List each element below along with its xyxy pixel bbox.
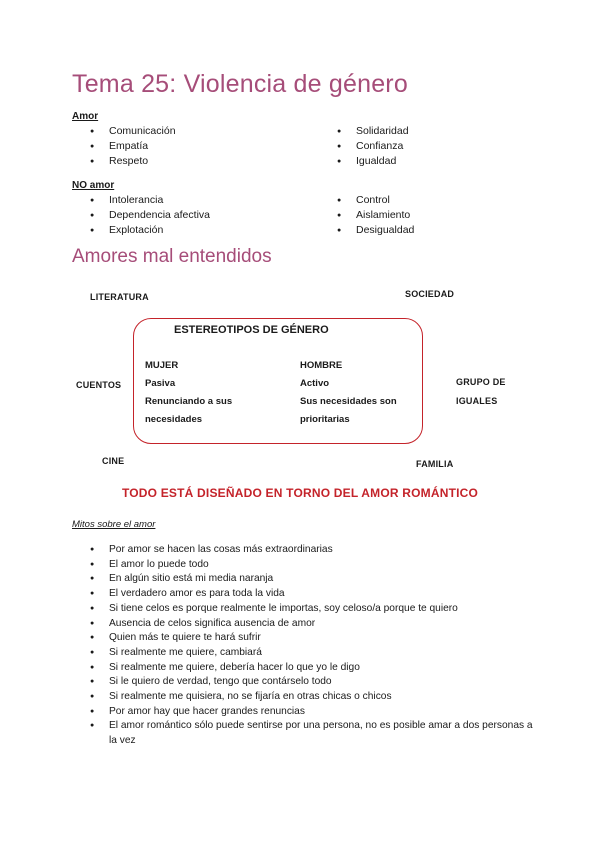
section-title: Amores mal entendidos bbox=[72, 246, 272, 267]
list-item: ● Ausencia de celos significa ausencia de amor bbox=[90, 617, 540, 632]
list-item: ● Explotación bbox=[90, 223, 210, 238]
list-item: ● Igualdad bbox=[337, 154, 409, 169]
hombre-trait: prioritarias bbox=[300, 414, 350, 425]
label-literatura: LITERATURA bbox=[90, 292, 149, 302]
list-item: ● Por amor hay que hacer grandes renuncias bbox=[90, 705, 540, 720]
list-item: ● Aislamiento bbox=[337, 208, 414, 223]
label-cuentos: CUENTOS bbox=[76, 380, 122, 390]
list-item: ● Si le quiero de verdad, tengo que contárselo todo bbox=[90, 675, 540, 690]
list-item: ● Quien más te quiere te hará sufrir bbox=[90, 631, 540, 646]
label-grupo-line2: IGUALES bbox=[456, 396, 498, 406]
page-title: Tema 25: Violencia de género bbox=[72, 70, 408, 98]
list-item: ● En algún sitio está mi media naranja bbox=[90, 572, 540, 587]
mujer-column bbox=[145, 357, 232, 429]
list-item: ● Confianza bbox=[337, 139, 409, 154]
hombre-trait: Activo bbox=[300, 378, 330, 389]
amor-list-right bbox=[337, 124, 409, 169]
label-cine: CINE bbox=[102, 456, 125, 466]
list-item: ● Si realmente me quiere, cambiará bbox=[90, 646, 540, 661]
mujer-trait: Renunciando a sus bbox=[145, 396, 233, 407]
list-item: ● El amor lo puede todo bbox=[90, 558, 540, 573]
list-item: ● El verdadero amor es para toda la vida bbox=[90, 587, 540, 602]
mujer-heading: MUJER bbox=[145, 360, 179, 371]
list-item: ● Intolerancia bbox=[90, 193, 210, 208]
list-item: ● Por amor se hacen las cosas más extraordinarias bbox=[90, 543, 540, 558]
mitos-label: Mitos sobre el amor bbox=[72, 519, 156, 530]
amor-label: Amor bbox=[72, 111, 99, 122]
no-amor-list-left bbox=[90, 193, 210, 238]
no-amor-list-right bbox=[337, 193, 414, 238]
list-item: ● Respeto bbox=[90, 154, 176, 169]
mujer-trait: necesidades bbox=[145, 414, 203, 425]
hombre-trait: Sus necesidades son bbox=[300, 396, 397, 407]
list-item: ● Dependencia afectiva bbox=[90, 208, 210, 223]
list-item: ● Desigualdad bbox=[337, 223, 414, 238]
hombre-column bbox=[300, 357, 397, 429]
list-item: ● El amor romántico sólo puede sentirse por una persona, no es posible amar a dos personas a la vez bbox=[90, 719, 540, 748]
mitos-list bbox=[90, 543, 540, 749]
list-item: ● Si realmente me quisiera, no se fijaría en otras chicas o chicos bbox=[90, 690, 540, 705]
mujer-trait: Pasiva bbox=[145, 378, 176, 389]
label-sociedad: SOCIEDAD bbox=[405, 289, 455, 299]
list-item: ● Control bbox=[337, 193, 414, 208]
label-grupo-line1: GRUPO DE bbox=[456, 377, 506, 387]
list-item: ● Si realmente me quiere, debería hacer lo que yo le digo bbox=[90, 661, 540, 676]
no-amor-label: NO amor bbox=[72, 180, 115, 191]
amor-list-left bbox=[90, 124, 176, 169]
list-item: ● Comunicación bbox=[90, 124, 176, 139]
label-familia: FAMILIA bbox=[416, 459, 454, 469]
romantic-love-banner: TODO ESTÁ DISEÑADO EN TORNO DEL AMOR ROMÁNTICO bbox=[121, 486, 479, 500]
stereotypes-title: ESTEREOTIPOS DE GÉNERO bbox=[174, 324, 329, 336]
list-item: ● Si tiene celos es porque realmente le importas, soy celoso/a porque te quiero bbox=[90, 602, 540, 617]
list-item: ● Solidaridad bbox=[337, 124, 409, 139]
hombre-heading: HOMBRE bbox=[300, 360, 343, 371]
list-item: ● Empatía bbox=[90, 139, 176, 154]
